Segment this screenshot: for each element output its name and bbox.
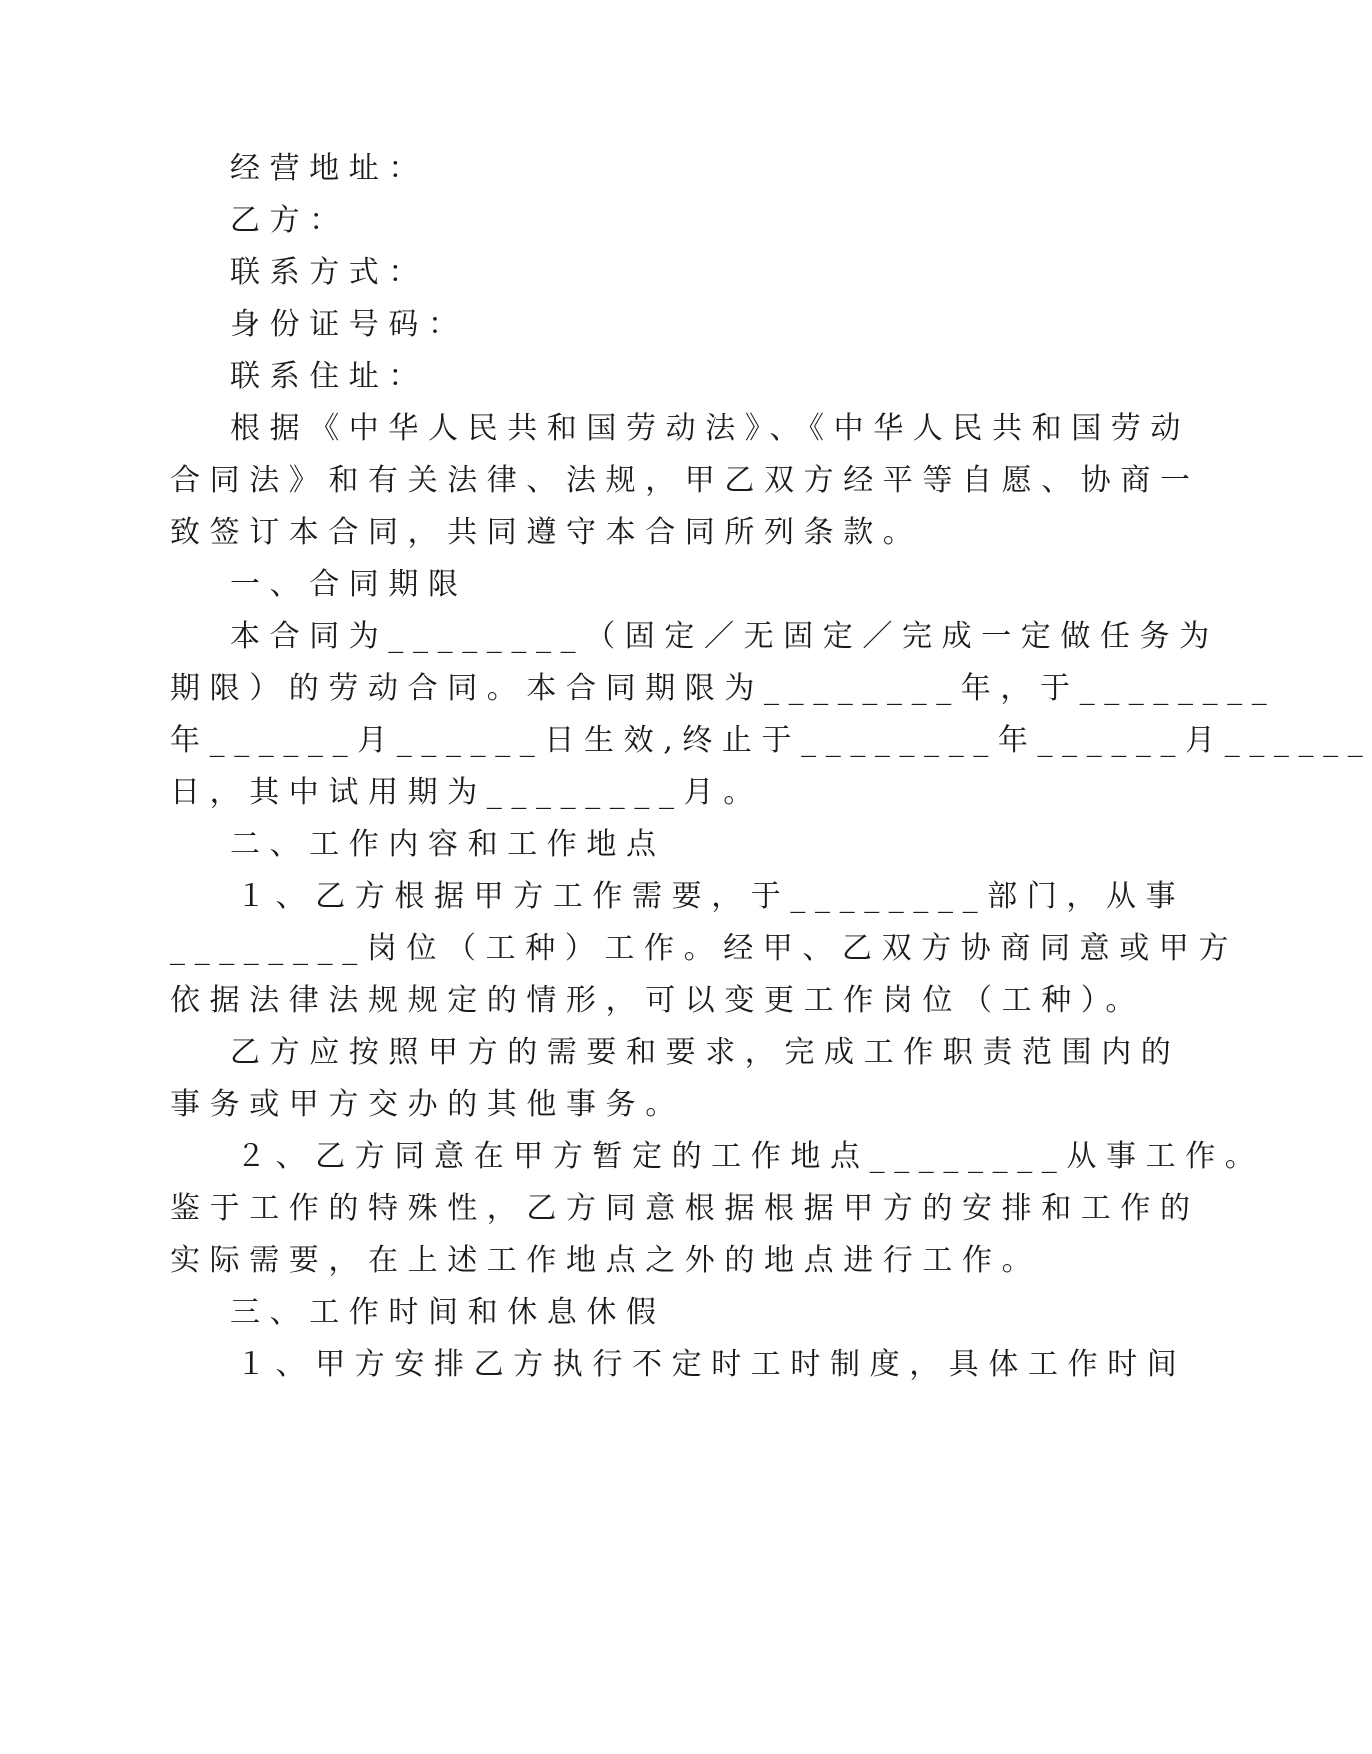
text-line: 本合同为________（固定／无固定／完成一定做任务为 — [230, 619, 1219, 654]
text-line: 实际需要，在上述工作地点之外的地点进行工作。 — [170, 1243, 1042, 1278]
text-line: 事务或甲方交办的其他事务。 — [170, 1087, 685, 1122]
text-line: 期限）的劳动合同。本合同期限为________年，于________ — [170, 671, 1277, 706]
text-line: 致签订本合同，共同遵守本合同所列条款。 — [170, 515, 923, 550]
section-heading: 二、工作内容和工作地点 — [230, 827, 666, 862]
text-line: 年______月______日生效,终止于________年______月______ — [170, 723, 1372, 758]
section-heading: 三、工作时间和休息休假 — [230, 1295, 666, 1330]
text-line: 根据《中华人民共和国劳动法》、《中华人民共和国劳动 — [230, 411, 1190, 446]
text-line: １、乙方根据甲方工作需要，于________部门，从事 — [236, 879, 1186, 914]
text-line: １、甲方安排乙方执行不定时工时制度，具体工作时间 — [236, 1347, 1187, 1382]
text-line: 乙方应按照甲方的需要和要求，完成工作职责范围内的 — [230, 1035, 1181, 1070]
text-line: 合同法》和有关法律、法规，甲乙双方经平等自愿、协商一 — [170, 463, 1200, 498]
section-heading: 一、合同期限 — [230, 567, 468, 602]
text-line: 身份证号码： — [230, 307, 468, 342]
text-line: 联系方式： — [230, 255, 428, 290]
text-line: 日，其中试用期为________月。 — [170, 775, 763, 810]
text-line: ２、乙方同意在甲方暂定的工作地点________从事工作。 — [236, 1139, 1265, 1174]
text-line: 联系住址： — [230, 359, 428, 394]
text-line: 鉴于工作的特殊性，乙方同意根据根据甲方的安排和工作的 — [170, 1191, 1200, 1226]
text-line: 乙方： — [230, 203, 349, 238]
text-line: 依据法律法规规定的情形，可以变更工作岗位（工种）。 — [170, 983, 1145, 1018]
text-line: 经营地址： — [230, 151, 428, 186]
text-line: ________岗位（工种）工作。经甲、乙双方协商同意或甲方 — [170, 931, 1238, 966]
